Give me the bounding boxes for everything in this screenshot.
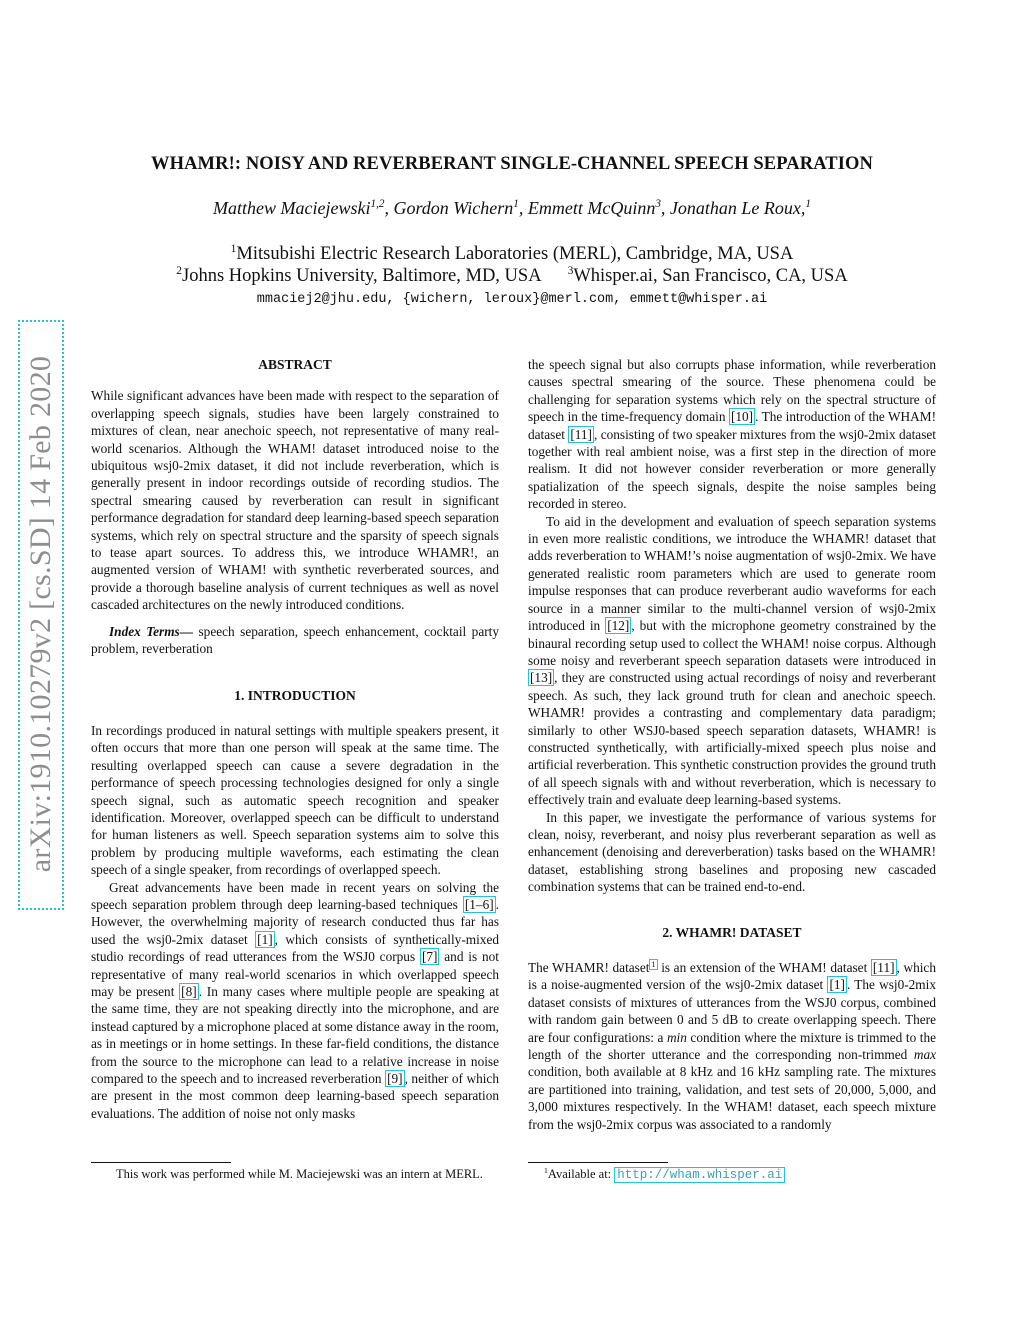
abstract-text: While significant advances have been made with respect to the separation of overlapping speech signals, studies have been largely constrained to mixtures of clean, near anechoic speech, not representative of many real-world scenarios. Although the WHAM! dataset introduced noise to the ubiquitous wsj0-2mix dataset, it did not include reverberation, which is generally present in indoor recordings outside of recording studios. The spectral smearing caused by reverberation can result in significant performance degradation for standard deep learning-based speech separation systems, which rely on spectral structure and the sparsity of speech signals to tease apart sources. To address this, we introduce WHAMR!, an augmented version of WHAM! with synthetic reverberated sources, and provide a thorough baseline analysis of current techniques as well as novel cascaded architectures on the newly introduced conditions. bbox=[91, 388, 499, 613]
abstract-heading: ABSTRACT bbox=[258, 357, 332, 372]
author-name: Gordon Wichern bbox=[393, 198, 514, 218]
affiliation-merl: Mitsubishi Electric Research Laboratories (MERL), Cambridge, MA, USA bbox=[236, 244, 794, 264]
footnote-rule bbox=[91, 1162, 231, 1163]
citation-link[interactable]: [7] bbox=[421, 949, 438, 965]
author-affiliation-mark: 1 bbox=[513, 198, 519, 210]
citation-link[interactable]: [1–6] bbox=[464, 896, 494, 912]
intro-paragraph-5: In this paper, we investigate the performance of various systems for clean, noisy, reverberant, and noisy plus reverberant separation as well as enhancement (denoising and dereverberation) tasks based on the WHAMR! dataset, establishing strong baselines and proposing new cascaded combination systems that can be trained end-to-end. bbox=[528, 809, 936, 895]
citation-link[interactable]: [9] bbox=[387, 1071, 403, 1087]
citation-link[interactable]: [10] bbox=[730, 409, 754, 425]
footnote-number: 1 bbox=[544, 1165, 548, 1175]
paper-title: WHAMR!: NOISY AND REVERBERANT SINGLE-CHANNEL SPEECH SEPARATION bbox=[151, 154, 873, 174]
index-terms-label: Index Terms— bbox=[109, 623, 194, 639]
author-affiliation-mark: 1,2 bbox=[370, 198, 385, 210]
affiliation-mark: 1 bbox=[230, 242, 237, 255]
citation-link[interactable]: [12] bbox=[607, 618, 630, 634]
author-affiliation-mark: 1 bbox=[805, 198, 811, 210]
index-terms-text: speech separation, speech enhancement, cocktail party problem, reverberation bbox=[91, 623, 500, 657]
intro-paragraph-2: Great advancements have been made in recent years on solving the speech separation problem through deep learning-based techniques [1–6] . However, the overwhelming majority of research conducted thus far has used the wsj0-2mix dataset [1] , which consists of synthetically-mixed studio recordings of read utterances from the WSJ0 corpus [7] and is not representative of many real-world scenarios in which overlapped speech may be present [8] . In many cases where multiple people are speaking at the same time, they are not speaking directly into the microphone, and are instead captured by a microphone placed at some distance away in the room, as in meetings or in home settings. In these far-field conditions, the distance from the source to the microphone can lead to a relative increase in noise compared to the speech and to increased reverberation [9] , neither of which are present in the most common deep learning-based speech separation evaluations. The addition of noise not only masks bbox=[91, 879, 499, 1121]
right-column bbox=[528, 356, 936, 1133]
author-name: Matthew Maciejewski bbox=[213, 198, 371, 218]
author-name: Jonathan Le Roux, bbox=[669, 198, 806, 218]
author-emails: mmaciej2@jhu.edu, {wichern, leroux}@merl.com, emmett@whisper.ai bbox=[256, 292, 768, 307]
index-terms bbox=[91, 623, 499, 658]
footnote-right bbox=[544, 1167, 785, 1182]
intro-paragraph-4: To aid in the development and evaluation of speech separation systems in even more realistic conditions, we introduce the WHAMR! dataset that adds reverberation to WHAM!’s noise augmentation of wsj0-2mix. We have generated realistic room parameters which are used to generate room impulse responses that can produce reverberant audio waveforms for each source in a manner similar to the multi-channel version of wsj0-2mix introduced in [12] , but with the microphone geometry constrained by the binaural recording setup used to collect the WHAM! noise corpus. Although some noisy and reverberant speech separation datasets were introduced in [13] , they are constructed using actual recordings of noisy and reverberant speech. As such, they lack ground truth for clean and anechoic speech. WHAMR! provides a contrasting and complementary data paradigm; similarly to other WSJ0-based speech separation datasets, WHAMR! is constructed synthetically, with artificially-mixed speech plus noise and artificial reverberation. This synthetic construction provides the ground truth of all speech signals with and without reverberation, which is necessary to effectively train and evaluate deep learning-based systems. bbox=[528, 513, 936, 808]
intro-paragraph-1: In recordings produced in natural settings with multiple speakers present, it often occurs that more than one person will speak at the same time. The resulting overlapped speech can cause a severe degradation in the performance of speech processing technologies designed for only a single speech signal, such as automatic speech recognition and speaker identification. Moreover, overlapped speech can be difficult to understand for human listeners as well. Speech separation systems aim to solve this problem by producing multiple waveforms, each estimating the clean speech of a single speaker, from recordings of overlapped speech. bbox=[91, 722, 499, 878]
citation-link[interactable]: [11] bbox=[570, 426, 592, 442]
affiliation-whisper: Whisper.ai, San Francisco, CA, USA bbox=[573, 266, 848, 286]
dataset-url-link[interactable]: http://wham.whisper.ai bbox=[614, 1167, 785, 1183]
section-1-heading: 1. INTRODUCTION bbox=[234, 687, 356, 703]
affiliation-mark: 3 bbox=[567, 264, 574, 277]
citation-link[interactable]: [1] bbox=[257, 931, 273, 947]
affiliation-jhu: Johns Hopkins University, Baltimore, MD, USA bbox=[182, 266, 542, 286]
footnote-marker-link[interactable]: 1 bbox=[651, 959, 656, 969]
affiliation-line-1 bbox=[0, 244, 1024, 265]
footnote-rule bbox=[528, 1162, 668, 1163]
author-name: Emmett McQuinn bbox=[527, 198, 656, 218]
author-affiliation-mark: 3 bbox=[655, 198, 661, 210]
section-2-heading: 2. WHAMR! DATASET bbox=[662, 924, 802, 940]
footnote-label: Available at: bbox=[547, 1167, 615, 1181]
affiliation-line-2 bbox=[0, 266, 1024, 287]
citation-link[interactable]: [11] bbox=[872, 960, 895, 975]
affiliation-mark: 2 bbox=[176, 264, 183, 277]
citation-link[interactable]: [13] bbox=[530, 670, 553, 686]
footnote-left: This work was performed while M. Maciejewski was an intern at MERL. bbox=[116, 1167, 483, 1181]
left-column bbox=[91, 356, 499, 1122]
dataset-paragraph: The WHAMR! dataset $^1$ is an extension of the WHAM! dataset [11] , which is a noise-augmented version of the wsj0-2mix dataset [1] . The wsj0-2mix dataset consists of mixtures of utterances from the WSJ0 corpus, combined with random gain between 0 and 5 dB to create overlapping speech. There are four configurations: a min condition where the mixture is trimmed to the length of the shorter utterance and the corresponding non-trimmed max condition, both available at 8 kHz and 16 kHz sampling rate. The mixtures are partitioned into training, validation, and test sets of 20,000, 5,000, and 3,000 mixtures respectively. In the WHAM! dataset, each speech mixture from the wsj0-2mix corpus was associated to a randomly bbox=[528, 959, 936, 1132]
author-list: Matthew Maciejewski$^{1,2}$, Gordon Wichern$^1$, Emmett McQuinn$^3$, Jonathan Le Roux,$^1$ bbox=[213, 198, 811, 218]
citation-link[interactable]: [1] bbox=[829, 977, 845, 993]
arxiv-identifier: arXiv:1910.10279v2 [cs.SD] 14 Feb 2020 bbox=[24, 355, 57, 873]
intro-paragraph-3: the speech signal but also corrupts phase information, while reverberation causes spectral smearing of the source. These phenomena could be challenging for separation systems which rely on the spectral structure of speech in the time-frequency domain [10] . The introduction of the WHAM! dataset [11] , consisting of two speaker mixtures from the wsj0-2mix dataset together with real ambient noise, was a first step in the direction of more realism. It did not however consider reverberation or more generally spatialization of the speech signals, despite the noise samples being recorded in stereo. bbox=[528, 357, 936, 512]
citation-link[interactable]: [8] bbox=[181, 984, 197, 999]
